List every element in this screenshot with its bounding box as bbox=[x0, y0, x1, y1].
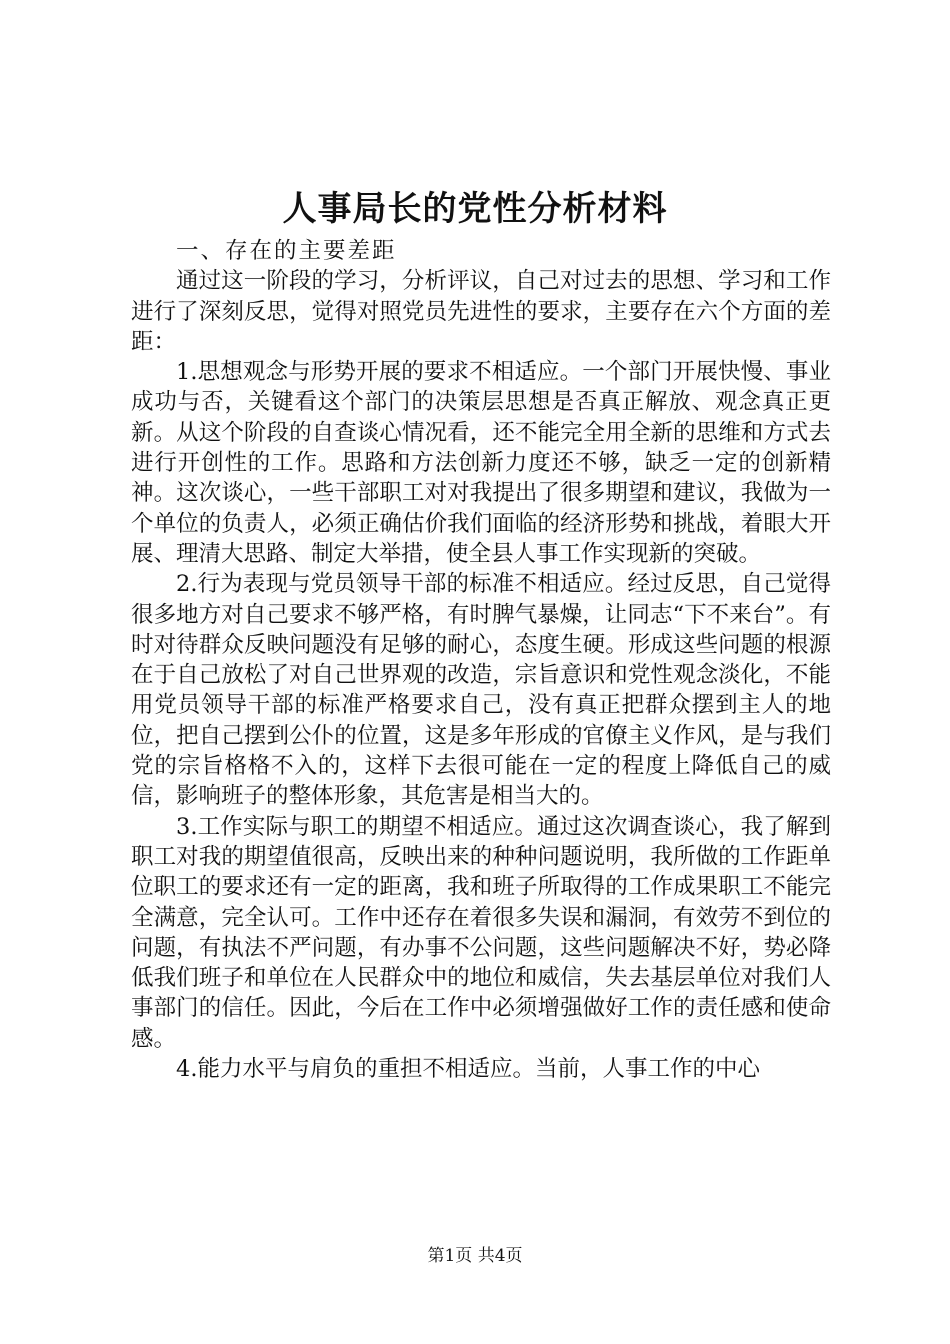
paragraph-point-4: 4.能力水平与肩负的重担不相适应。当前，人事工作的中心 bbox=[176, 1056, 760, 1083]
paragraph-point-2: 2.行为表现与党员领导干部的标准不相适应。经过反思，自己觉得很多地方对自己要求不够严格，有时脾气暴燥，让同志“下不来台”。有时对待群众反映问题没有足够的耐心，态度生硬。形成这些问题的根源在于自己放松了对自己世界观的改造，宗旨意识和党性观念淡化，不能用党员领导干部的标准严格要求自己，没有真正把群众摆到主人的地位，把自己摆到公仆的位置，这是多年形成的官僚主义作风，是与我们党的宗旨格格不入的，这样下去很可能在一定的程度上降低自己的威信，影响班子的整体形象，其危害是相当大的。 bbox=[131, 571, 831, 810]
paragraph-intro: 通过这一阶段的学习，分析评议，自己对过去的思想、学习和工作进行了深刻反思，觉得对照党员先进性的要求，主要存在六个方面的差距： bbox=[131, 268, 831, 355]
paragraph-point-3: 3.工作实际与职工的期望不相适应。通过这次调查谈心，我了解到职工对我的期望值很高，反映出来的种种问题说明，我所做的工作距单位职工的要求还有一定的距离，我和班子所取得的工作成果职工不能完全满意，完全认可。工作中还存在着很多失误和漏洞，有效劳不到位的问题，有执法不严问题，有办事不公问题，这些问题解决不好，势必降低我们班子和单位在人民群众中的地位和威信，失去基层单位对我们人事部门的信任。因此，今后在工作中必须增强做好工作的责任感和使命感。 bbox=[131, 813, 831, 1052]
document-body bbox=[131, 236, 831, 1084]
page-footer: 第1页 共4页 bbox=[427, 1246, 523, 1266]
document-title: 人事局长的党性分析材料 bbox=[282, 189, 668, 229]
paragraph-point-1: 1.思想观念与形势开展的要求不相适应。一个部门开展快慢、事业成功与否，关键看这个部门的决策层思想是否真正解放、观念真正更新。从这个阶段的自查谈心情况看，还不能完全用全新的思维和方式去进行开创性的工作。思路和方法创新力度还不够，缺乏一定的创新精神。这次谈心，一些干部职工对对我提出了很多期望和建议，我做为一个单位的负责人，必须正确估价我们面临的经济形势和挑战，着眼大开展、理清大思路、制定大举措，使全县人事工作实现新的突破。 bbox=[131, 359, 831, 567]
section-heading: 一、存在的主要差距 bbox=[176, 238, 397, 264]
